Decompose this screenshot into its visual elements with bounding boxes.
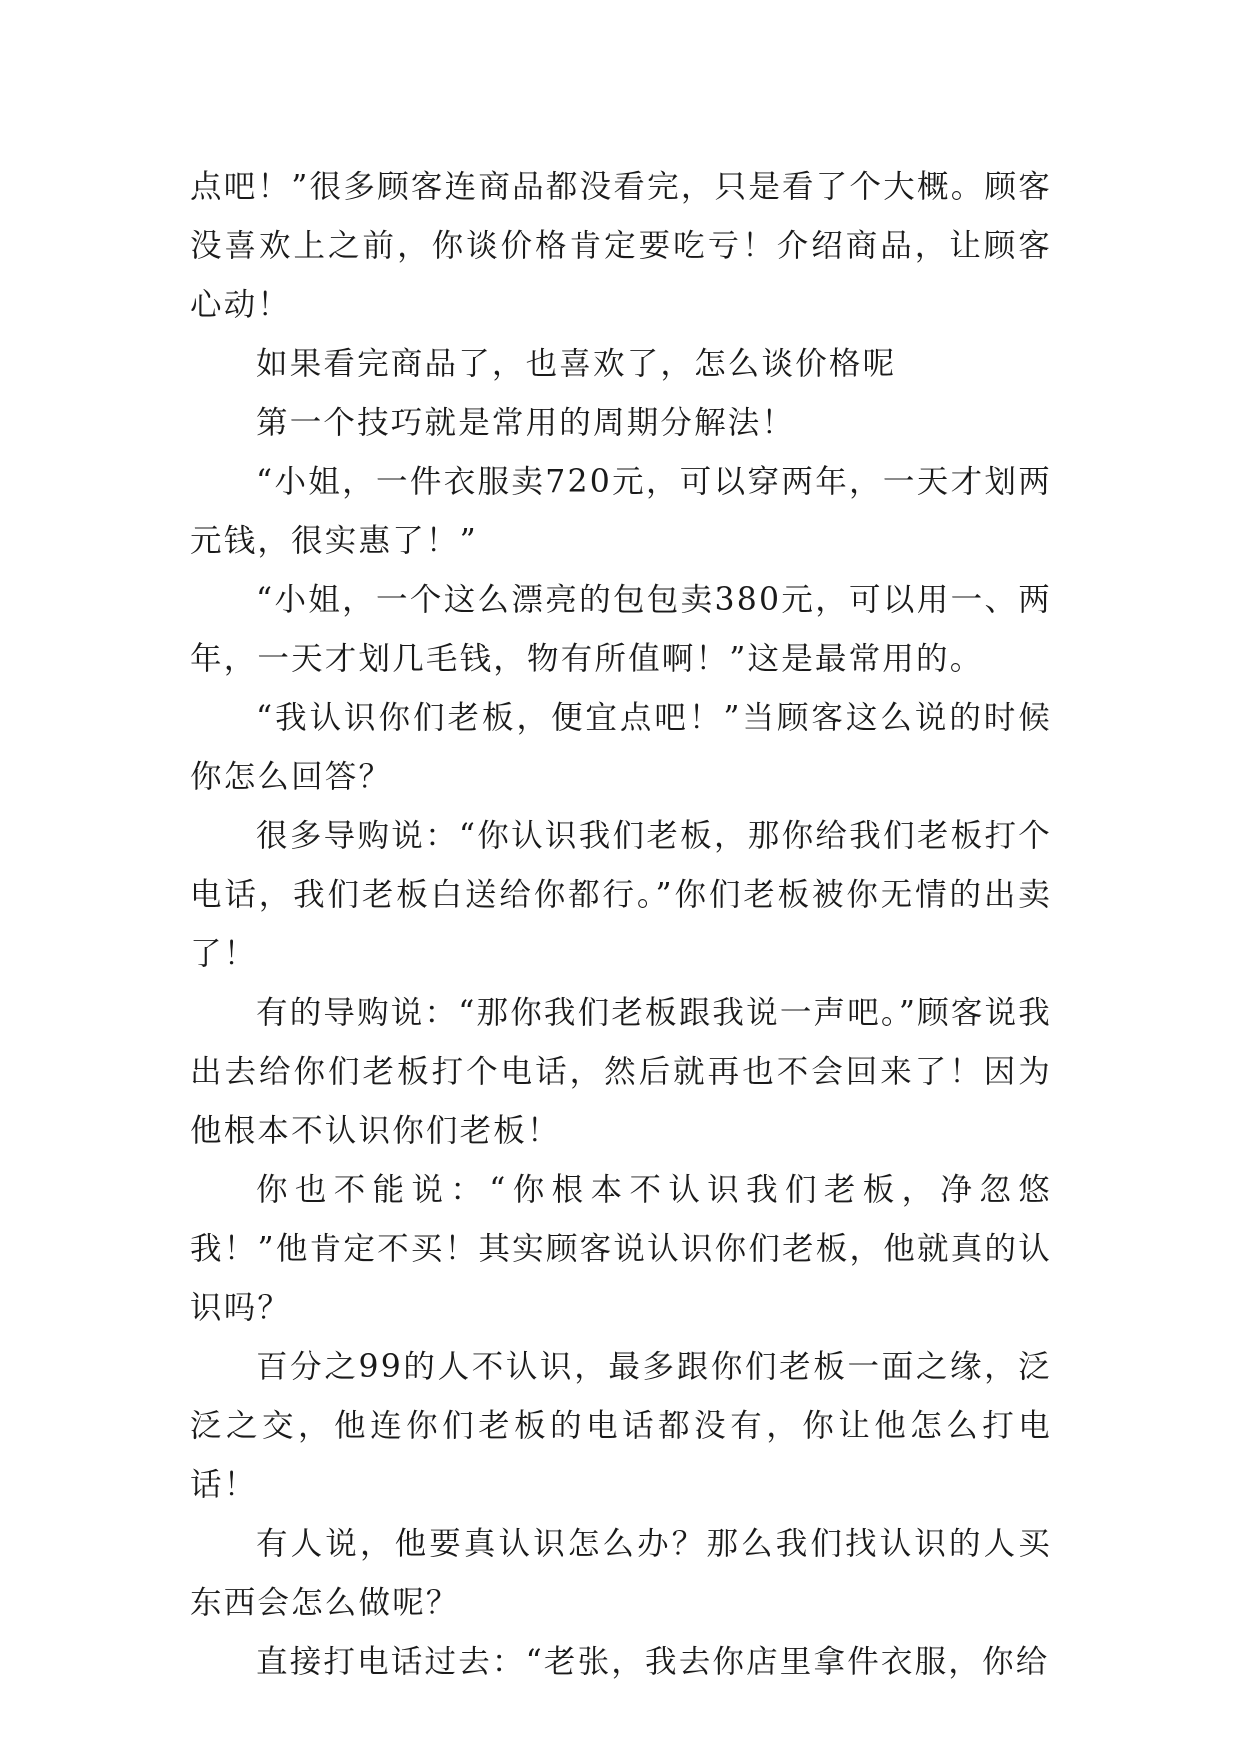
paragraph-3: 第一个技巧就是常用的周期分解法！ bbox=[256, 405, 796, 441]
document-body bbox=[190, 158, 1052, 1692]
paragraph-11: 有人说，他要真认识怎么办？那么我们找认识的人买东西会怎么做呢？ bbox=[190, 1526, 1052, 1621]
paragraph-12: 直接打电话过去：“老张，我去你店里拿件衣服，你给 bbox=[256, 1644, 1050, 1680]
paragraph-9: 你也不能说：“你根本不认识我们老板，净忽悠我！”他肯定不买！其实顾客说认识你们老板，他就真的认识吗？ bbox=[190, 1172, 1052, 1326]
paragraph-6: “我认识你们老板，便宜点吧！”当顾客这么说的时候你怎么回答？ bbox=[190, 700, 1052, 795]
paragraph-8: 有的导购说：“那你我们老板跟我说一声吧。”顾客说我出去给你们老板打个电话，然后就再也不会回来了！因为他根本不认识你们老板！ bbox=[190, 995, 1052, 1149]
paragraph-1: 点吧！”很多顾客连商品都没看完，只是看了个大概。顾客没喜欢上之前，你谈价格肯定要吃亏！介绍商品，让顾客心动！ bbox=[190, 169, 1052, 323]
paragraph-2: 如果看完商品了，也喜欢了，怎么谈价格呢 bbox=[256, 346, 897, 382]
paragraph-4: “小姐，一件衣服卖720元，可以穿两年，一天才划两元钱，很实惠了！” bbox=[190, 464, 1052, 559]
paragraph-10: 百分之99的人不认识，最多跟你们老板一面之缘，泛泛之交，他连你们老板的电话都没有，你让他怎么打电话！ bbox=[190, 1349, 1052, 1503]
paragraph-7: 很多导购说：“你认识我们老板，那你给我们老板打个电话，我们老板白送给你都行。”你们老板被你无情的出卖了！ bbox=[190, 818, 1052, 972]
paragraph-5: “小姐，一个这么漂亮的包包卖380元，可以用一、两年，一天才划几毛钱，物有所值啊！”这是最常用的。 bbox=[190, 582, 1052, 677]
